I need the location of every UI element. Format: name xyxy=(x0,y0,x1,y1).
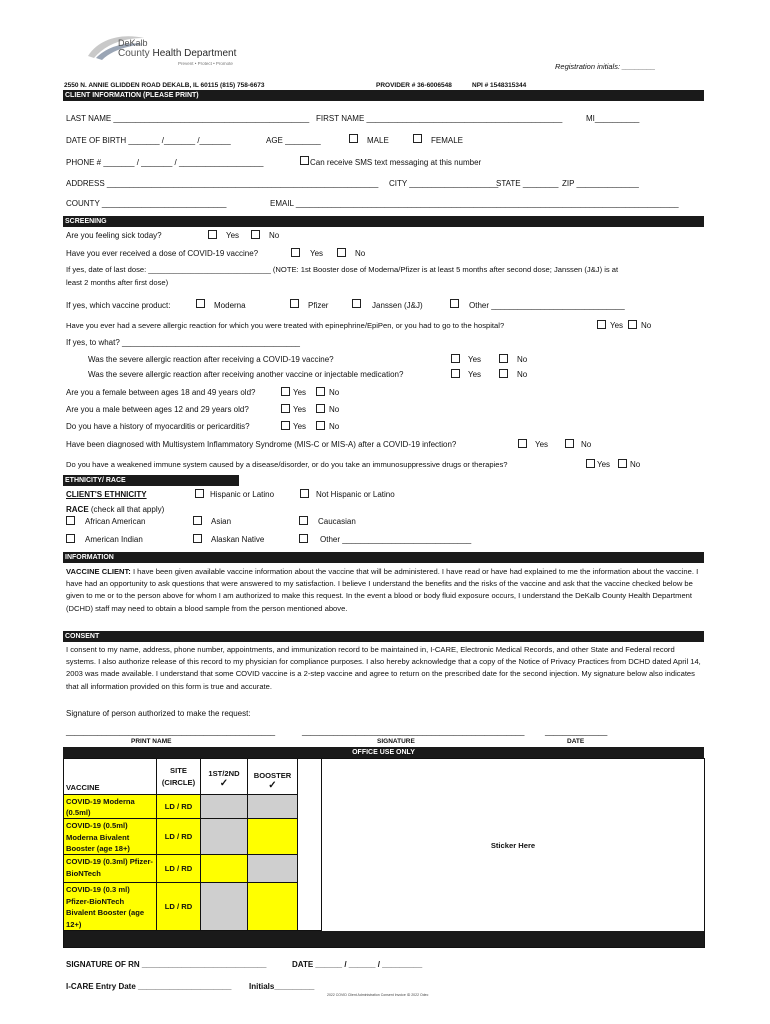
no-label: No xyxy=(581,440,592,449)
american-indian-label: American Indian xyxy=(85,535,143,544)
yes-label: Yes xyxy=(610,321,624,330)
booster-note: least 2 months after first dose) xyxy=(66,278,169,287)
state-field[interactable]: STATE ________ xyxy=(496,179,559,188)
footer-fine-print: 2022 COVID Client Administration Consent Invoice ID 2022 Odec xyxy=(327,993,429,997)
booster-cell[interactable] xyxy=(248,855,298,883)
q-female-18-49: Are you a female between ages 18 and 49 years old? xyxy=(66,388,256,397)
caucasian-label: Caucasian xyxy=(318,517,356,526)
npi-number: NPI # 1548315344 xyxy=(472,82,527,89)
sms-checkbox[interactable] xyxy=(300,156,309,165)
no-label: No xyxy=(517,370,528,379)
yes-label: Yes xyxy=(293,388,307,397)
site-cell[interactable]: LD / RD xyxy=(157,855,201,883)
vaccine-cell xyxy=(64,819,157,855)
logo-org: DeKalb xyxy=(118,38,148,48)
spacer-column xyxy=(298,759,322,931)
table-bottom-bar xyxy=(64,931,704,947)
african-american-label: African American xyxy=(85,517,146,526)
vaccine-cell xyxy=(64,855,157,883)
other-vaccine-field[interactable]: Other ______________________________ xyxy=(469,301,625,310)
q-severe-allergy-no-checkbox[interactable] xyxy=(628,320,637,329)
vaccine-cell xyxy=(64,795,157,819)
screening-header: SCREENING xyxy=(63,216,704,227)
date-label: DATE xyxy=(567,738,585,745)
rn-signature-field[interactable]: SIGNATURE OF RN ____________________________ xyxy=(66,960,267,969)
american-indian-checkbox[interactable] xyxy=(66,534,75,543)
q-sick-today: Are you feeling sick today? xyxy=(66,231,162,240)
phone-field[interactable]: PHONE # _______ / _______ / ___________________ xyxy=(66,158,264,167)
dose-cell[interactable] xyxy=(201,795,248,819)
sms-label: Can receive SMS text messaging at this number xyxy=(310,158,482,167)
city-field[interactable]: CITY ____________________ xyxy=(389,179,499,188)
q-allergy-other-no-checkbox[interactable] xyxy=(499,369,508,378)
no-label: No xyxy=(329,405,340,414)
yes-label: Yes xyxy=(597,460,611,469)
moderna-label: Moderna xyxy=(214,301,246,310)
not-hispanic-label: Not Hispanic or Latino xyxy=(316,490,395,499)
race-heading xyxy=(66,505,164,514)
dob-field[interactable]: DATE OF BIRTH _______ /_______ /_______ xyxy=(66,136,231,145)
booster-header-cell xyxy=(248,759,298,795)
logo xyxy=(86,28,261,72)
q-severe-allergy: Have you ever had a severe allergic reaction for which you were treated with epinephrine/EpiPen, or you had to go to the hospital? xyxy=(66,321,505,330)
age-field[interactable]: AGE ________ xyxy=(266,136,321,145)
caucasian-checkbox[interactable] xyxy=(299,516,308,525)
footer-date-field[interactable]: DATE ______ / ______ / _________ xyxy=(292,960,423,969)
female-checkbox[interactable] xyxy=(413,134,422,143)
african-american-checkbox[interactable] xyxy=(66,516,75,525)
q-female-yes-checkbox[interactable] xyxy=(281,387,290,396)
q-allergy-covid-vaccine: Was the severe allergic reaction after receiving a COVID-19 vaccine? xyxy=(88,355,334,364)
logo-health-department: Health Department xyxy=(152,48,237,59)
email-field[interactable]: EMAIL ______________________________________________________________________________________ xyxy=(270,199,679,208)
q-allergy-covid-yes-checkbox[interactable] xyxy=(451,354,460,363)
race-note: (check all that apply) xyxy=(88,505,165,514)
q-myocarditis: Do you have a history of myocarditis or pericarditis? xyxy=(66,422,250,431)
dose-cell[interactable] xyxy=(201,883,248,931)
signature-line[interactable]: __________________________________________________ xyxy=(302,727,525,736)
provider-number: PROVIDER # 36-6006548 xyxy=(376,82,452,89)
pfizer-label: Pfizer xyxy=(308,301,329,310)
vaccine-cell xyxy=(64,883,157,931)
other-vaccine-checkbox[interactable] xyxy=(450,299,459,308)
not-hispanic-checkbox[interactable] xyxy=(300,489,309,498)
booster-cell[interactable] xyxy=(248,883,298,931)
information-body: I have been given available vaccine information about the vaccine that will be administered. I have read or have had explained to me the information about the vaccine. I have had an opportunity to ask questions that were answered to my satisfaction. I believe I understand the benefits and the risks of the vaccine and ask that the vaccine checked below be given to me or to the person above for whom I am authorized to make this request. In the event a blood or body fluid exposure occurs, I understand the DeKalb County Health Department (DCHD) staff may need to obtain a blood sample from the person mentioned above. xyxy=(66,567,699,613)
vaccine-name: COVID-19 Moderna (0.5ml) xyxy=(66,797,135,817)
booster-cell[interactable] xyxy=(248,795,298,819)
consent-header: CONSENT xyxy=(63,631,704,642)
last-dose-date-field[interactable]: If yes, date of last dose: _____________________________ (NOTE: 1st Booster dose of Moderna/Pfizer is at least 5 months after second dose; Janssen (J&J) is at xyxy=(66,265,619,274)
other-race-checkbox[interactable] xyxy=(299,534,308,543)
q-mis-c-no-checkbox[interactable] xyxy=(565,439,574,448)
q-male-yes-checkbox[interactable] xyxy=(281,404,290,413)
yes-label: Yes xyxy=(468,370,482,379)
ethnicity-race-header: ETHNICITY/ RACE xyxy=(63,475,239,486)
vaccine-name: COVID-19 (0.3 ml) Pfizer-BioNTech Bivalent Booster (age 12+) xyxy=(66,885,145,929)
signature-prompt: Signature of person authorized to make the request: xyxy=(66,709,251,718)
janssen-checkbox[interactable] xyxy=(352,299,361,308)
logo-tagline: Prevent • Protect • Promote xyxy=(178,61,233,66)
dose-cell[interactable] xyxy=(201,819,248,855)
mi-field[interactable]: MI__________ xyxy=(586,114,640,123)
no-label: No xyxy=(517,355,528,364)
yes-label: Yes xyxy=(310,249,324,258)
asian-label: Asian xyxy=(211,517,232,526)
address-field[interactable]: ADDRESS _____________________________________________________________ xyxy=(66,179,379,188)
vaccine-header: VACCINE xyxy=(66,783,100,792)
vaccine-name: COVID-19 (0.3ml) Pfizer-BioNTech xyxy=(66,857,153,878)
yes-label: Yes xyxy=(293,405,307,414)
no-label: No xyxy=(269,231,280,240)
office-table xyxy=(63,758,705,948)
consent-text: I consent to my name, address, phone number, appointments, and immunization record to be maintained in, I-CARE, Electronic Medical Records, and other State and Federal record systems. I also authorize release of this record to my physician for compliance purposes. I also hereby acknowledge that a copy of the Notice of Privacy Practices from DCHD dated April 14, 2003 was made available. I understand that some COVID vaccine is a 2-step vaccine and agree to return on the prescribed date for the second injection. My signature below also indicates that all information provided on this form is true and accurate. xyxy=(66,645,701,691)
yes-label: Yes xyxy=(226,231,240,240)
dose-check-icon: ✓ xyxy=(219,778,229,789)
information-header: INFORMATION xyxy=(63,552,704,563)
dose-header: 1ST/2ND xyxy=(208,769,240,778)
q-mis-c-yes-checkbox[interactable] xyxy=(518,439,527,448)
q-allergy-covid-no-checkbox[interactable] xyxy=(499,354,508,363)
q-male-no-checkbox[interactable] xyxy=(316,404,325,413)
yes-label: Yes xyxy=(293,422,307,431)
q-received-dose-yes-checkbox[interactable] xyxy=(291,248,300,257)
hispanic-checkbox[interactable] xyxy=(195,489,204,498)
q-immune-yes-checkbox[interactable] xyxy=(586,459,595,468)
q-myocarditis-no-checkbox[interactable] xyxy=(316,421,325,430)
no-label: No xyxy=(630,460,641,469)
no-label: No xyxy=(329,388,340,397)
q-severe-allergy-yes-checkbox[interactable] xyxy=(597,320,606,329)
q-received-dose: Have you ever received a dose of COVID-19 vaccine? xyxy=(66,249,259,258)
q-male-12-29: Are you a male between ages 12 and 29 years old? xyxy=(66,405,249,414)
vaccine-name: COVID-19 (0.5ml) Moderna Bivalent Booster (age 18+) xyxy=(66,821,130,853)
zip-field[interactable]: ZIP ______________ xyxy=(562,179,639,188)
male-checkbox[interactable] xyxy=(349,134,358,143)
hispanic-label: Hispanic or Latino xyxy=(210,490,275,499)
male-label: MALE xyxy=(367,136,389,145)
last-name-field[interactable]: LAST NAME ____________________________________________ xyxy=(66,114,310,123)
vaccine-client-lead: VACCINE CLIENT: xyxy=(66,567,131,576)
initials-field[interactable]: Initials_________ xyxy=(249,982,315,991)
signature-label: SIGNATURE xyxy=(377,738,415,745)
alaskan-native-checkbox[interactable] xyxy=(193,534,202,543)
logo-county: County xyxy=(118,48,153,59)
vaccine-header-cell xyxy=(64,759,157,795)
booster-cell[interactable] xyxy=(248,819,298,855)
site-cell[interactable]: LD / RD xyxy=(157,795,201,819)
print-name-line[interactable]: _______________________________________________ xyxy=(66,727,276,736)
sticker-area: Sticker Here xyxy=(490,840,536,850)
booster-header: BOOSTER xyxy=(253,771,292,780)
registration-initials[interactable]: Registration initials: ________ xyxy=(555,62,656,71)
asian-checkbox[interactable] xyxy=(193,516,202,525)
site-header: SITE (CIRCLE) xyxy=(157,759,201,795)
no-label: No xyxy=(641,321,652,330)
dose-cell[interactable] xyxy=(201,855,248,883)
clinic-address: 2550 N. ANNIE GLIDDEN ROAD DEKALB, IL 60115 (815) 758-6673 xyxy=(64,82,265,89)
q-female-no-checkbox[interactable] xyxy=(316,387,325,396)
q-allergy-other-yes-checkbox[interactable] xyxy=(451,369,460,378)
moderna-checkbox[interactable] xyxy=(196,299,205,308)
allergy-to-what-field[interactable]: If yes, to what? ________________________________________ xyxy=(66,338,300,347)
other-race-field[interactable]: Other _____________________________ xyxy=(320,535,472,544)
client-ethnicity-label: CLIENT'S ETHNICITY xyxy=(66,490,147,499)
site-cell[interactable]: LD / RD xyxy=(157,819,201,855)
dose-header-cell xyxy=(201,759,248,795)
client-information-header: CLIENT INFORMATION (PLEASE PRINT) xyxy=(63,90,704,101)
booster-check-icon: ✓ xyxy=(268,780,277,791)
information-text xyxy=(66,566,702,615)
date-line[interactable]: ______________ xyxy=(545,727,608,736)
q-immune-no-checkbox[interactable] xyxy=(618,459,627,468)
yes-label: Yes xyxy=(535,440,549,449)
yes-label: Yes xyxy=(468,355,482,364)
no-label: No xyxy=(355,249,366,258)
q-sick-today-yes-checkbox[interactable] xyxy=(208,230,217,239)
q-weakened-immune: Do you have a weakened immune system caused by a disease/disorder, or do you take an immunosuppressive drugs or therapies? xyxy=(66,460,508,469)
pfizer-checkbox[interactable] xyxy=(290,299,299,308)
first-name-field[interactable]: FIRST NAME ____________________________________________ xyxy=(316,114,563,123)
q-sick-today-no-checkbox[interactable] xyxy=(251,230,260,239)
print-name-label: PRINT NAME xyxy=(131,738,172,745)
no-label: No xyxy=(329,422,340,431)
alaskan-native-label: Alaskan Native xyxy=(211,535,265,544)
office-use-header: OFFICE USE ONLY xyxy=(63,747,704,758)
q-allergy-other-vaccine: Was the severe allergic reaction after receiving another vaccine or injectable medication? xyxy=(88,370,404,379)
q-myocarditis-yes-checkbox[interactable] xyxy=(281,421,290,430)
site-cell[interactable]: LD / RD xyxy=(157,883,201,931)
race-label: RACE xyxy=(66,505,89,514)
q-mis-c: Have been diagnosed with Multisystem Inflammatory Syndrome (MIS-C or MIS-A) after a COVID-19 infection? xyxy=(66,440,457,449)
icare-entry-date-field[interactable]: I-CARE Entry Date _____________________ xyxy=(66,982,232,991)
janssen-label: Janssen (J&J) xyxy=(372,301,423,310)
county-field[interactable]: COUNTY ____________________________ xyxy=(66,199,227,208)
q-received-dose-no-checkbox[interactable] xyxy=(337,248,346,257)
q-vaccine-product: If yes, which vaccine product: xyxy=(66,301,171,310)
female-label: FEMALE xyxy=(431,136,464,145)
